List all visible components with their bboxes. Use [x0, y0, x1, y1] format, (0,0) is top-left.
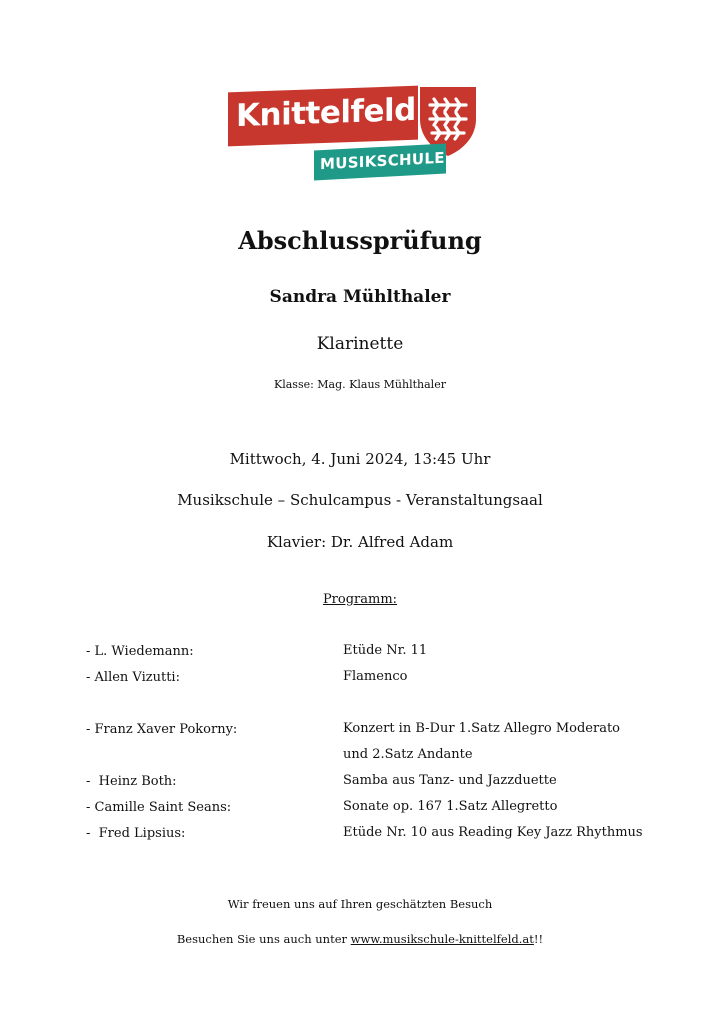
student-name: Sandra Mühlthaler [269, 287, 451, 307]
work: Etüde Nr. 11 [343, 643, 428, 658]
work: Etüde Nr. 10 aus Reading Key Jazz Rhythmus [343, 825, 643, 840]
piano-accompanist: Klavier: Dr. Alfred Adam [266, 533, 454, 551]
composer: - Allen Vizutti: [86, 670, 180, 685]
logo-subtitle: MUSIKSCHULE [320, 148, 445, 174]
footer-visit [0, 932, 720, 946]
logo-title: Knittelfeld [236, 91, 416, 135]
school-logo [228, 85, 480, 185]
event-venue: Musikschule – Schulcampus - Veranstaltungsaal [177, 491, 543, 509]
class-teacher: Klasse: Mag. Klaus Mühlthaler [274, 378, 446, 391]
footer-greeting: Wir freuen uns auf Ihren geschätzten Besuch [227, 897, 493, 911]
work: Samba aus Tanz- und Jazzduette [343, 773, 557, 788]
composer: - Franz Xaver Pokorny: [86, 722, 238, 737]
footer-exclamation: !! [533, 932, 544, 946]
footer-visit-text: Besuchen Sie uns auch unter [176, 932, 351, 946]
instrument: Klarinette [316, 334, 404, 354]
work: Sonate op. 167 1.Satz Allegretto [343, 799, 558, 814]
work: Flamenco [343, 669, 408, 684]
work: Konzert in B-Dur 1.Satz Allegro Moderato und 2.Satz Andante [343, 721, 620, 762]
event-datetime: Mittwoch, 4. Juni 2024, 13:45 Uhr [229, 450, 491, 468]
composer: - Heinz Both: [86, 774, 177, 789]
composer: - L. Wiedemann: [86, 644, 194, 659]
website-link[interactable]: www.musikschule-knittelfeld.at [350, 932, 534, 946]
composer: - Camille Saint Seans: [86, 800, 232, 815]
document-title: Abschlussprüfung [238, 226, 482, 255]
composer: - Fred Lipsius: [86, 826, 186, 841]
program-heading: Programm: [322, 592, 398, 607]
